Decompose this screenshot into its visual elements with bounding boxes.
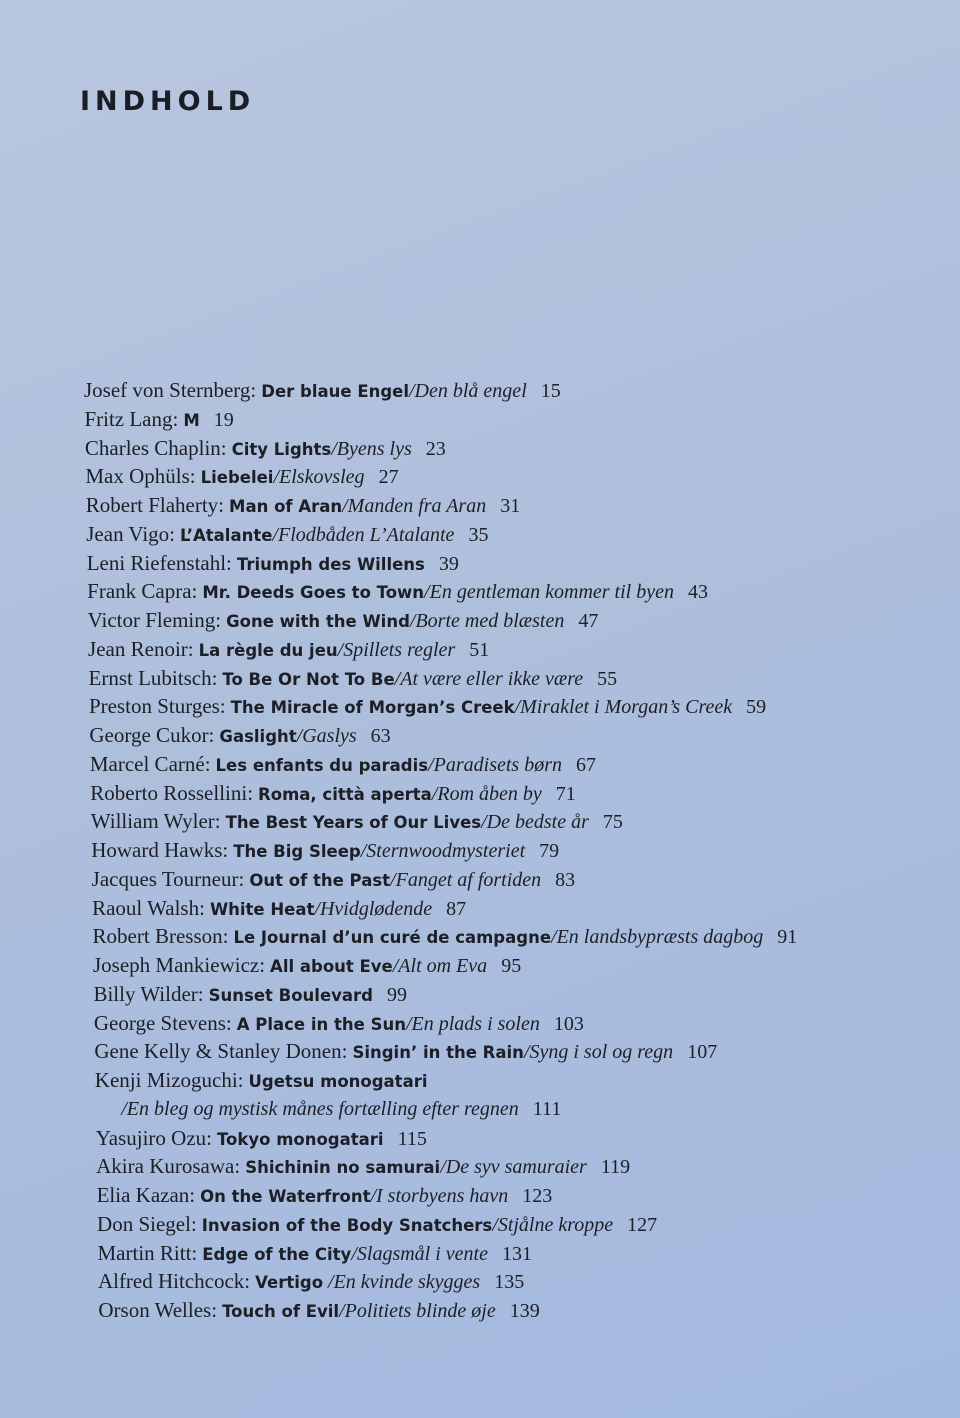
director-name: Victor Fleming: bbox=[87, 608, 222, 632]
director-name: Don Siegel: bbox=[97, 1211, 197, 1236]
original-title: Shichinin no samurai bbox=[245, 1158, 441, 1178]
original-title: Ugetsu monogatari bbox=[248, 1072, 428, 1091]
original-title: L’Atalante bbox=[180, 525, 273, 545]
page-number: 23 bbox=[425, 437, 446, 460]
director-name: Raoul Walsh: bbox=[92, 895, 205, 920]
page-number: 31 bbox=[500, 495, 521, 517]
page-number: 99 bbox=[387, 983, 407, 1006]
original-title: M bbox=[183, 410, 200, 430]
danish-title: /I storbyens havn bbox=[370, 1185, 509, 1207]
toc-entry bbox=[95, 1066, 944, 1095]
danish-title: /Sternwoodmysteriet bbox=[360, 840, 526, 862]
toc-entry bbox=[93, 951, 944, 980]
director-name: Robert Bresson: bbox=[92, 924, 229, 949]
director-name: Elia Kazan: bbox=[96, 1183, 196, 1207]
original-title: Mr. Deeds Goes to Town bbox=[202, 583, 425, 603]
page-number: 27 bbox=[378, 466, 399, 489]
danish-title: /Rom åben by bbox=[431, 782, 542, 805]
table-of-contents bbox=[84, 376, 944, 1325]
original-title: Gaslight bbox=[219, 727, 297, 746]
toc-entry bbox=[88, 635, 944, 664]
original-title: Edge of the City bbox=[202, 1244, 352, 1264]
page-number: 39 bbox=[438, 552, 459, 575]
toc-entry bbox=[95, 1095, 944, 1124]
toc-entry bbox=[96, 1124, 944, 1153]
director-name: Frank Capra: bbox=[87, 579, 198, 604]
original-title: White Heat bbox=[209, 899, 315, 919]
toc-entry bbox=[94, 1037, 944, 1066]
original-title: City Lights bbox=[231, 439, 332, 459]
toc-entry bbox=[87, 577, 944, 606]
page-number: 75 bbox=[602, 811, 623, 834]
director-name: Preston Sturges: bbox=[88, 694, 226, 719]
original-title: Triumph des Willens bbox=[236, 554, 425, 574]
danish-title: /Stjålne kroppe bbox=[492, 1213, 614, 1236]
danish-title: /Paradisets børn bbox=[428, 753, 562, 776]
director-name: Max Ophüls: bbox=[85, 464, 196, 489]
page-number: 71 bbox=[555, 782, 576, 805]
toc-entry bbox=[96, 1152, 944, 1181]
director-name: Orson Welles: bbox=[98, 1298, 218, 1322]
director-name: Kenji Mizoguchi: bbox=[94, 1068, 244, 1092]
director-name: Jean Vigo: bbox=[86, 521, 176, 546]
page-number: 15 bbox=[540, 380, 561, 402]
original-title: Sunset Boulevard bbox=[208, 985, 373, 1005]
original-title: A Place in the Sun bbox=[236, 1014, 406, 1034]
original-title: Vertigo bbox=[255, 1273, 324, 1293]
director-name: Gene Kelly & Stanley Donen: bbox=[94, 1039, 348, 1064]
director-name: Jacques Tourneur: bbox=[91, 866, 245, 891]
director-name: Leni Riefenstahl: bbox=[86, 550, 232, 575]
page-number: 63 bbox=[370, 725, 391, 747]
danish-title: /At være eller ikke være bbox=[394, 667, 584, 690]
toc-entry bbox=[98, 1267, 944, 1296]
danish-title: /Den blå engel bbox=[409, 380, 527, 402]
toc-entry bbox=[93, 980, 944, 1009]
toc-entry bbox=[86, 520, 944, 549]
toc-entry bbox=[98, 1239, 945, 1268]
page-number: 131 bbox=[501, 1242, 532, 1265]
toc-entry bbox=[85, 462, 944, 491]
page-number: 135 bbox=[494, 1271, 525, 1294]
original-title: Invasion of the Body Snatchers bbox=[201, 1215, 493, 1235]
page-number: 139 bbox=[509, 1300, 540, 1322]
page-title: INDHOLD bbox=[80, 86, 256, 117]
original-title: Roma, città aperta bbox=[258, 784, 432, 804]
page-number: 47 bbox=[578, 610, 599, 632]
danish-title: /Byens lys bbox=[331, 437, 412, 460]
page-number: 43 bbox=[687, 581, 708, 604]
danish-title: /En gentleman kommer til byen bbox=[424, 581, 674, 604]
toc-entry bbox=[91, 836, 944, 865]
danish-title: /Hvidglødende bbox=[314, 897, 433, 920]
director-name: Martin Ritt: bbox=[97, 1240, 198, 1265]
danish-title: /Miraklet i Morgan’s Creek bbox=[514, 696, 733, 719]
original-title: Der blaue Engel bbox=[261, 382, 409, 401]
director-name: Robert Flaherty: bbox=[85, 493, 225, 517]
toc-entry bbox=[90, 750, 944, 779]
original-title: The Big Sleep bbox=[233, 842, 361, 861]
page-number: 35 bbox=[468, 523, 489, 546]
page-number: 83 bbox=[555, 868, 576, 891]
danish-title: /De bedste år bbox=[481, 811, 589, 834]
danish-title: /Borte med blæsten bbox=[409, 610, 565, 632]
original-title: Man of Aran bbox=[229, 497, 343, 516]
toc-entry bbox=[89, 721, 944, 750]
director-name: Charles Chaplin: bbox=[84, 435, 227, 460]
toc-entry bbox=[91, 807, 944, 836]
toc-entry bbox=[85, 434, 944, 463]
danish-title: /En plads i solen bbox=[405, 1012, 540, 1035]
original-title: Tokyo monogatari bbox=[216, 1129, 384, 1149]
original-title: La règle du jeu bbox=[198, 640, 338, 660]
toc-entry bbox=[97, 1181, 944, 1210]
original-title: All about Eve bbox=[270, 957, 393, 976]
director-name: Ernst Lubitsch: bbox=[88, 665, 218, 690]
toc-entry bbox=[98, 1296, 944, 1325]
director-name: Joseph Mankiewicz: bbox=[93, 953, 266, 977]
director-name: Fritz Lang: bbox=[84, 406, 179, 431]
director-name: Josef von Sternberg: bbox=[84, 378, 257, 402]
toc-entry bbox=[97, 1210, 944, 1239]
original-title: Touch of Evil bbox=[222, 1302, 340, 1321]
page-number: 115 bbox=[397, 1127, 427, 1150]
toc-entry bbox=[94, 1009, 944, 1038]
danish-title: /Fanget af fortiden bbox=[390, 868, 542, 891]
original-title: Out of the Past bbox=[249, 870, 391, 890]
director-name: Billy Wilder: bbox=[93, 981, 204, 1006]
page-number: 107 bbox=[687, 1041, 718, 1064]
director-name: Alfred Hitchcock: bbox=[97, 1269, 251, 1294]
director-name: Howard Hawks: bbox=[91, 838, 229, 862]
director-name: Akira Kurosawa: bbox=[96, 1154, 241, 1179]
page-number: 123 bbox=[522, 1185, 553, 1207]
page-number: 67 bbox=[575, 753, 596, 776]
danish-title: /En bleg og mystisk månes fortælling efter regnen bbox=[121, 1097, 519, 1120]
page-number: 79 bbox=[539, 840, 560, 862]
page-number: 51 bbox=[469, 638, 490, 661]
page-number: 103 bbox=[553, 1012, 584, 1035]
toc-entry bbox=[84, 376, 944, 405]
toc-entry bbox=[93, 922, 944, 951]
toc-entry bbox=[86, 491, 944, 520]
page-number: 55 bbox=[597, 667, 618, 690]
original-title: Le Journal d’un curé de campagne bbox=[233, 928, 552, 948]
danish-title: /Manden fra Aran bbox=[342, 495, 487, 517]
danish-title: /Syng i sol og regn bbox=[523, 1041, 674, 1064]
original-title: Singin’ in the Rain bbox=[352, 1043, 524, 1063]
page-number: 95 bbox=[501, 955, 522, 977]
toc-entry bbox=[92, 894, 944, 923]
danish-title: /En kvinde skygges bbox=[323, 1271, 481, 1294]
page-number: 19 bbox=[213, 408, 234, 431]
danish-title: /Flodbåden L’Atalante bbox=[272, 523, 455, 546]
page-number: 87 bbox=[446, 897, 467, 920]
danish-title: /Alt om Eva bbox=[392, 955, 488, 977]
toc-entry bbox=[88, 606, 944, 635]
original-title: On the Waterfront bbox=[200, 1187, 371, 1206]
danish-title: /Spillets regler bbox=[337, 638, 456, 661]
toc-entry bbox=[84, 405, 944, 434]
director-name: Marcel Carné: bbox=[89, 751, 211, 776]
director-name: George Cukor: bbox=[89, 723, 215, 747]
danish-title: /Slagsmål i vente bbox=[351, 1242, 488, 1265]
original-title: Gone with the Wind bbox=[226, 612, 410, 631]
danish-title: /De syv samuraier bbox=[440, 1156, 587, 1179]
original-title: The Best Years of Our Lives bbox=[225, 813, 482, 833]
director-name: Jean Renoir: bbox=[88, 636, 194, 661]
page-number: 111 bbox=[532, 1097, 562, 1120]
page-number: 127 bbox=[627, 1213, 658, 1236]
director-name: William Wyler: bbox=[90, 809, 221, 834]
original-title: The Miracle of Morgan’s Creek bbox=[230, 698, 515, 718]
original-title: Les enfants du paradis bbox=[215, 755, 429, 775]
page-number: 119 bbox=[600, 1156, 631, 1179]
page-number: 59 bbox=[746, 696, 767, 719]
director-name: George Stevens: bbox=[93, 1010, 232, 1035]
toc-entry bbox=[89, 692, 944, 721]
director-name: Roberto Rossellini: bbox=[90, 780, 254, 805]
page-number: 91 bbox=[777, 926, 798, 949]
danish-title: /Elskovsleg bbox=[273, 466, 365, 489]
toc-entry bbox=[89, 664, 945, 693]
danish-title: /En landsbypræsts dagbog bbox=[551, 926, 764, 949]
original-title: Liebelei bbox=[200, 468, 274, 488]
toc-entry bbox=[92, 865, 944, 894]
danish-title: /Politiets blinde øje bbox=[339, 1300, 496, 1322]
danish-title: /Gaslys bbox=[296, 725, 357, 747]
toc-entry bbox=[90, 779, 944, 808]
original-title: To Be Or Not To Be bbox=[222, 669, 395, 689]
toc-entry bbox=[87, 549, 944, 578]
director-name: Yasujiro Ozu: bbox=[95, 1125, 212, 1150]
